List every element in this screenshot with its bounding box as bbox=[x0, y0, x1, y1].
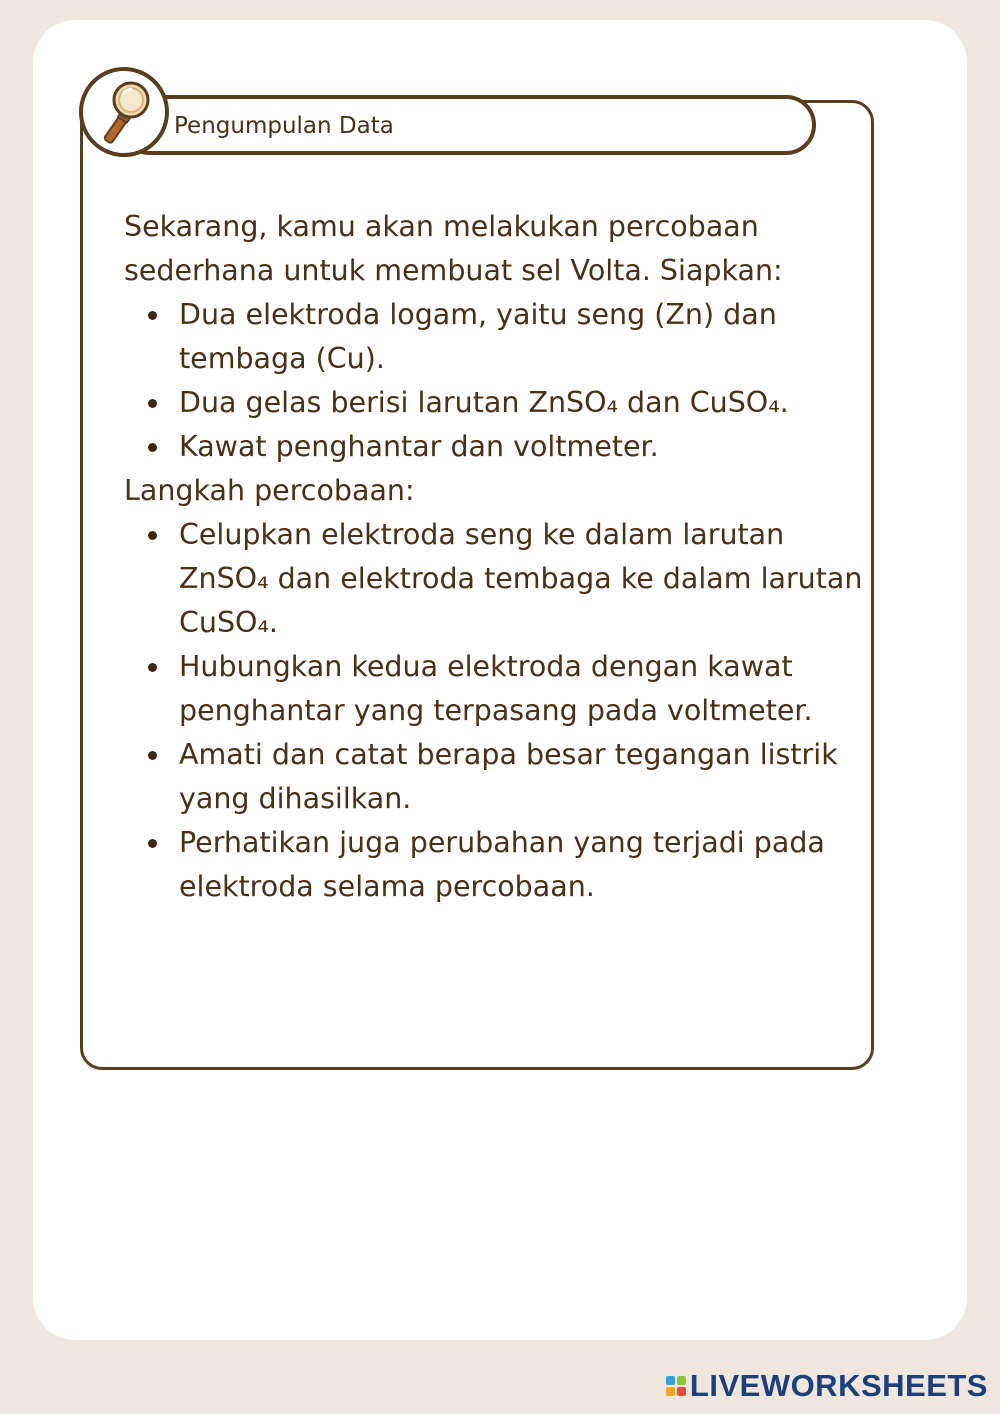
list-item: Celupkan elektroda seng ke dalam larutan ZnSO₄ dan elektroda tembaga ke dalam larutan CuSO₄. bbox=[124, 513, 864, 645]
section-title: Pengumpulan Data bbox=[174, 113, 394, 139]
logo-square bbox=[666, 1387, 675, 1396]
list-item: Hubungkan kedua elektroda dengan kawat penghantar yang terpasang pada voltmeter. bbox=[124, 645, 864, 733]
list-item: Amati dan catat berapa besar tegangan listrik yang dihasilkan. bbox=[124, 733, 864, 821]
magnifying-glass-icon bbox=[79, 67, 169, 157]
watermark-text: LIVEWORKSHEETS bbox=[689, 1368, 988, 1403]
list-item: Perhatikan juga perubahan yang terjadi pada elektroda selama percobaan. bbox=[124, 821, 864, 909]
logo-square bbox=[666, 1376, 675, 1385]
materials-list bbox=[124, 293, 864, 469]
logo-square bbox=[677, 1387, 686, 1396]
list-item: Dua gelas berisi larutan ZnSO₄ dan CuSO₄. bbox=[124, 381, 864, 425]
steps-list bbox=[124, 513, 864, 909]
list-item: Kawat penghantar dan voltmeter. bbox=[124, 425, 864, 469]
liveworksheets-watermark bbox=[666, 1366, 988, 1406]
magnifying-glass-icon-graphic bbox=[93, 78, 157, 150]
intro-text: Sekarang, kamu akan melakukan percobaan sederhana untuk membuat sel Volta. Siapkan: bbox=[124, 210, 783, 287]
liveworksheets-logo-icon bbox=[666, 1376, 686, 1396]
steps-heading: Langkah percobaan: bbox=[124, 474, 415, 507]
list-item: Dua elektroda logam, yaitu seng (Zn) dan tembaga (Cu). bbox=[124, 293, 864, 381]
worksheet-content bbox=[124, 205, 864, 909]
logo-square bbox=[677, 1376, 686, 1385]
